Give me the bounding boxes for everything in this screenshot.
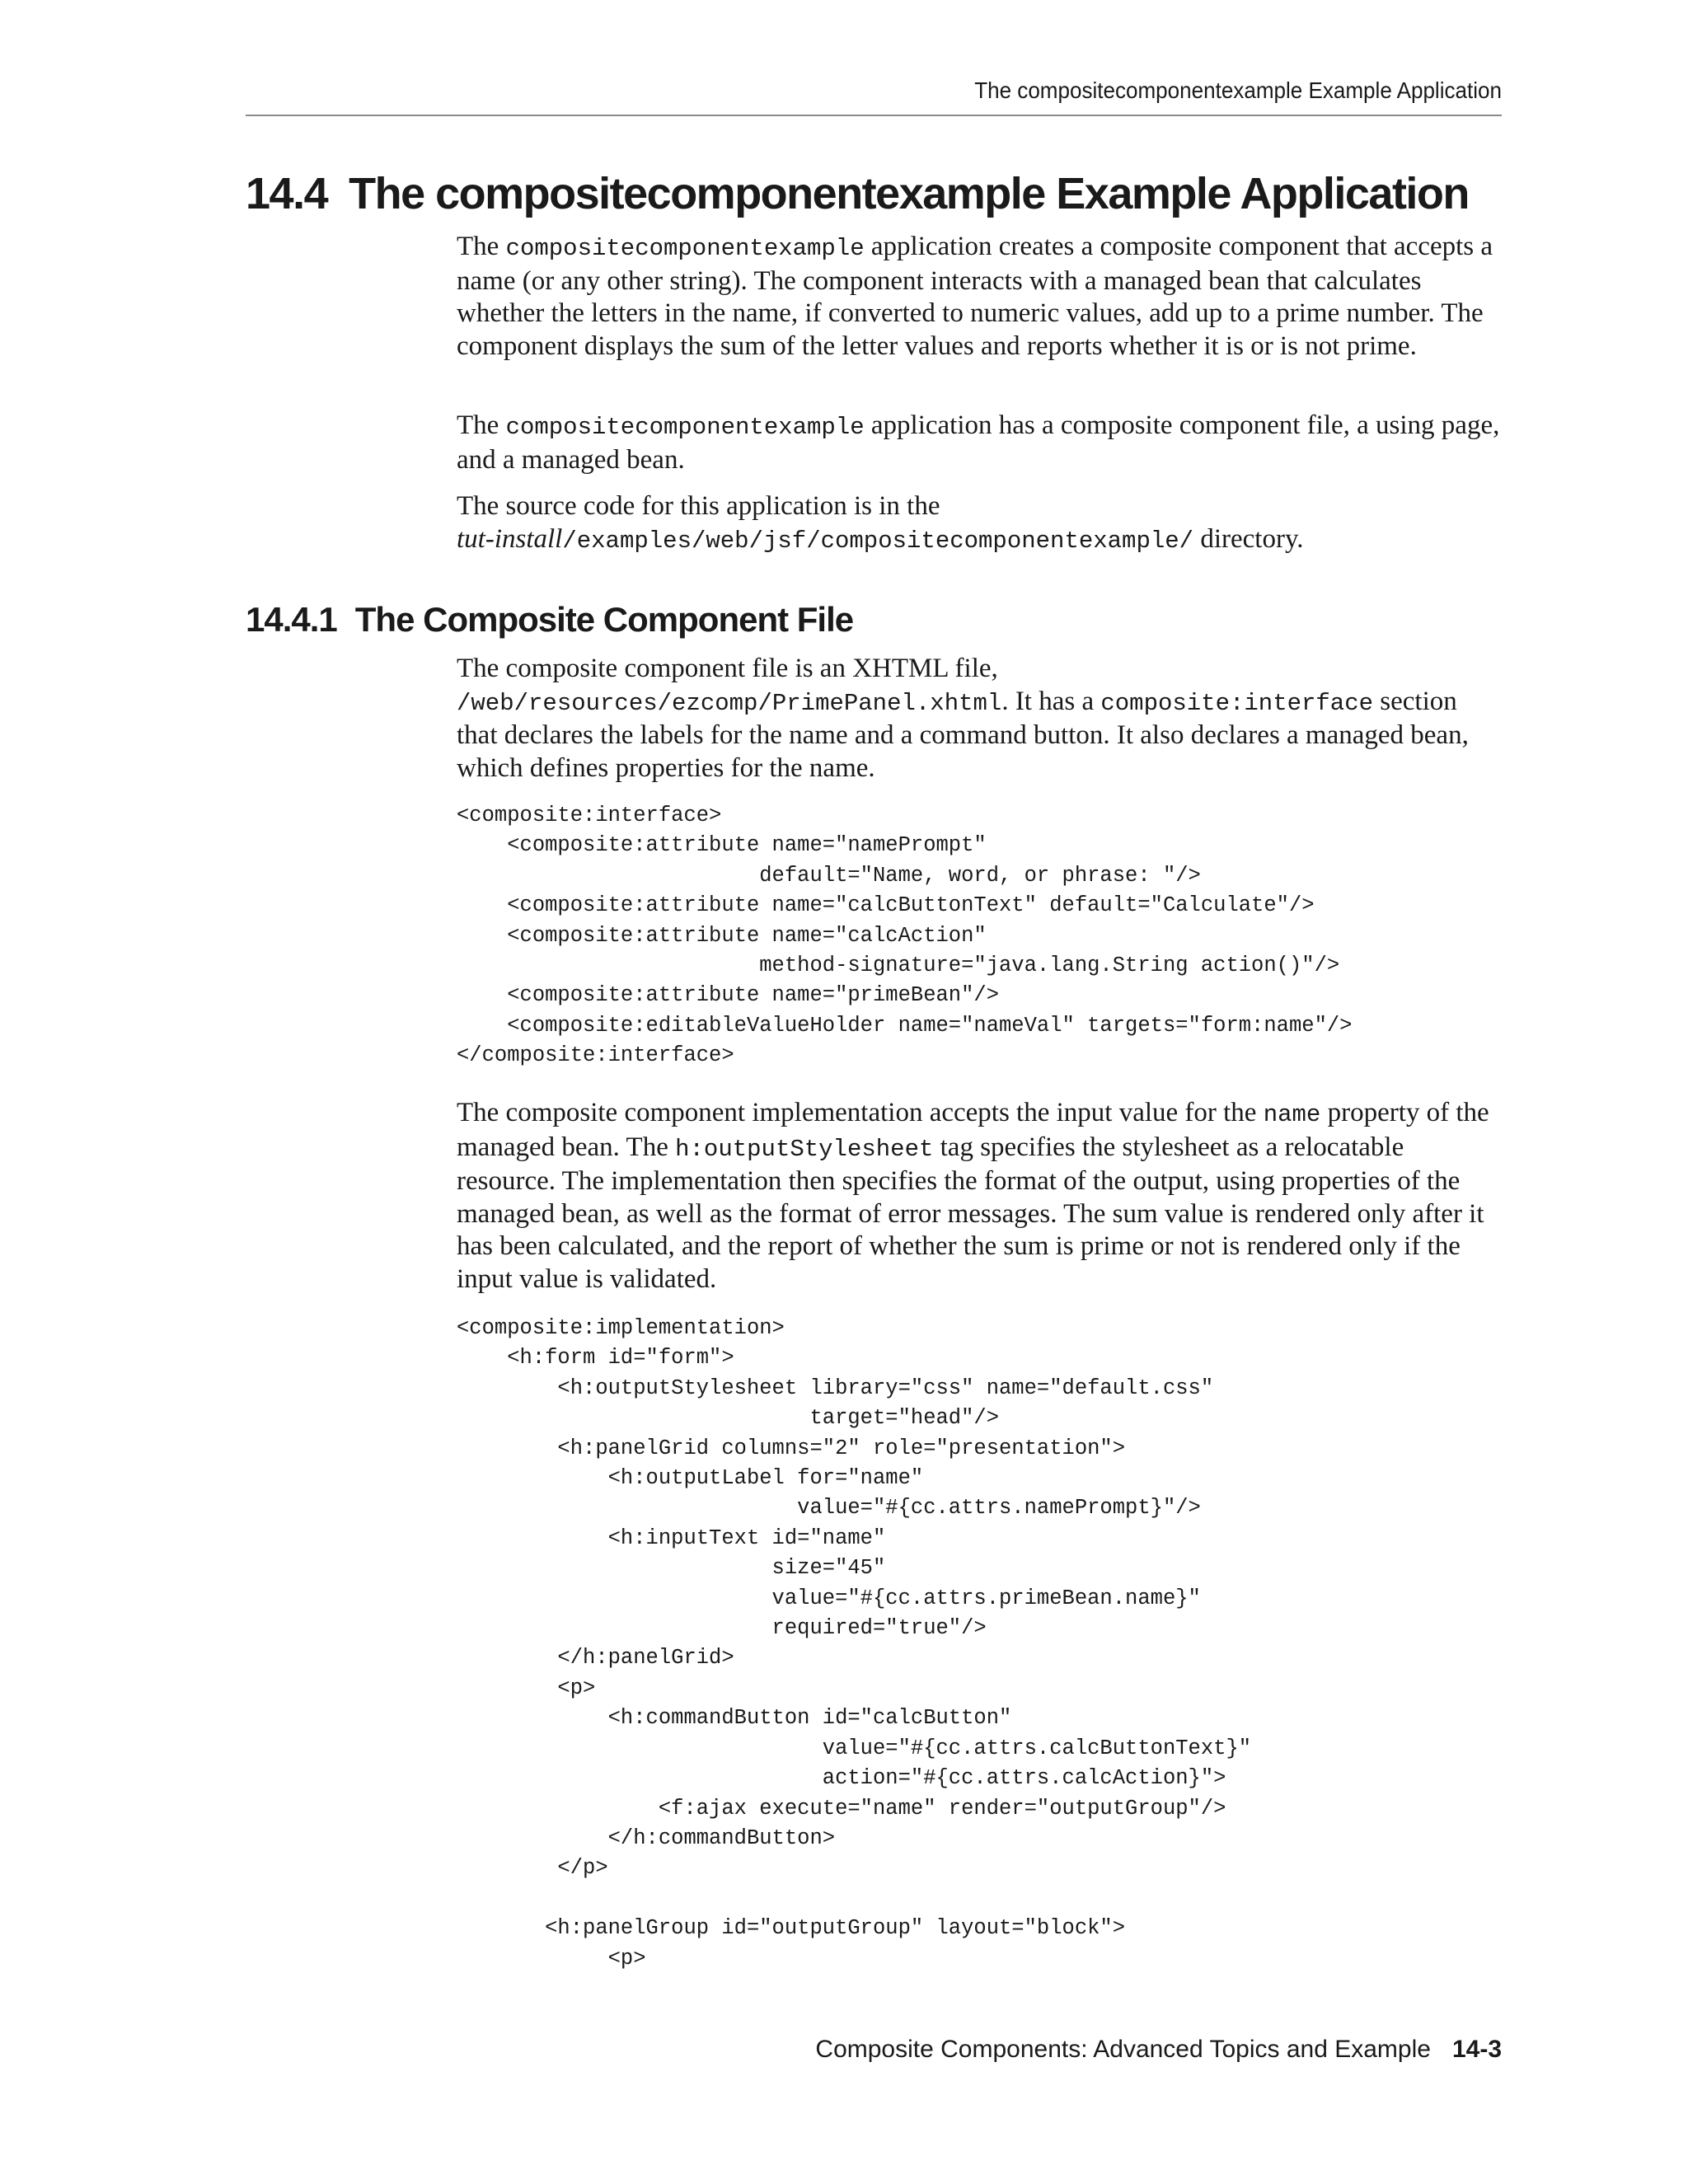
sub-p1-code-path: /web/resources/ezcomp/PrimePanel.xhtml: [457, 689, 1002, 717]
sub-p2-mid: property of the managed bean. The: [457, 1098, 1489, 1162]
sub-p2-lead: The composite component implementation accepts the input value for the: [457, 1098, 1264, 1127]
intro-p3-rest: directory.: [1193, 523, 1304, 554]
subsection-title: The Composite Component File: [354, 600, 854, 639]
intro-p3-italic: tut-install: [457, 523, 563, 554]
intro-paragraph-2: [457, 410, 1503, 476]
intro-p1-code: compositecomponentexample: [505, 235, 865, 262]
subsection-paragraph-2: [457, 1097, 1503, 1296]
section-number: 14.4: [246, 169, 328, 218]
code-block-implementation: <composite:implementation> <h:form id="form"> <h:outputStylesheet library="css" name="default.css" target="head"/> <h:panelGrid columns="2" role="presentation"> <h:outputLabel for="name" value="#{cc.attrs.namePrompt}"/> <h:inputText id="name" size="45" value="#{cc.attrs.primeBean.name}" required="true"/> </h:panelGrid> <p> <h:commandButton id="calcButton" value="#{cc.attrs.calcButtonText}" action="#{cc.attrs.calcAction}"> <f:ajax execute="name" render="outputGroup"/> </h:commandButton> </p> <h:panelGroup id="outputGroup" layout="block"> <p>: [457, 1316, 1252, 1971]
subsection-number: 14.4.1: [246, 600, 337, 639]
intro-paragraph-1: [457, 231, 1503, 363]
intro-p2-code: compositecomponentexample: [505, 414, 865, 441]
sub-p2-rest: tag specifies the stylesheet as a relocatable resource. The implementation then specifies the format of the output, using properties of the managed bean, as well as the format of error messages. The sum value is rendered only after it has been calculated, and the report of whether the sum is prime or not is rendered only if the input value is validated.: [457, 1132, 1484, 1294]
intro-p1-lead: The: [457, 232, 506, 261]
section-title: The compositecomponentexample Example Application: [349, 169, 1469, 218]
section-heading: [246, 168, 1469, 219]
intro-paragraph-3: [457, 490, 1503, 557]
page-footer: [246, 2036, 1502, 2064]
header-rule: [246, 115, 1502, 116]
sub-p1-mid: . It has a: [1001, 686, 1101, 716]
intro-p2-lead: The: [457, 410, 506, 440]
sub-p2-code-name: name: [1263, 1101, 1321, 1128]
intro-p3-lead: The source code for this application is in the: [457, 491, 940, 521]
sub-p1-lead: The composite component file is an XHTML file,: [457, 654, 998, 683]
page-number: 14-3: [1451, 2036, 1502, 2063]
intro-p3-code: /examples/web/jsf/compositecomponentexample/: [562, 527, 1194, 555]
running-header: The compositecomponentexample Example Application: [974, 77, 1502, 103]
intro-p1-rest: application creates a composite component that accepts a name (or any other string). The component interacts with a managed bean that calculates whether the letters in the name, if converted to numeric values, add up to a prime number. The component displays the sum of the letter values and reports whether it is or is not prime.: [457, 232, 1493, 361]
intro-p2-rest: application has a composite component file, a using page, and a managed bean.: [457, 410, 1500, 475]
code-block-interface: <composite:interface> <composite:attribute name="namePrompt" default="Name, word, or phrase: "/> <composite:attribute name="calcButtonText" default="Calculate"/> <composite:attribute name="calcAction" method-signature="java.lang.String action()"/> <composite:attribute name="primeBean"/> <composite:editableValueHolder name="nameVal" targets="form:name"/> </composite:interface>: [457, 804, 1353, 1068]
sub-p1-rest: section that declares the labels for the name and a command button. It also declares a managed bean, which defines properties for the name.: [457, 686, 1469, 783]
subsection-paragraph-1: [457, 653, 1503, 785]
subsection-heading: [246, 600, 853, 640]
sub-p2-code-stylesheet: h:outputStylesheet: [675, 1135, 934, 1163]
footer-title: Composite Components: Advanced Topics and Example: [815, 2036, 1431, 2063]
sub-p1-code-interface: composite:interface: [1100, 689, 1374, 717]
